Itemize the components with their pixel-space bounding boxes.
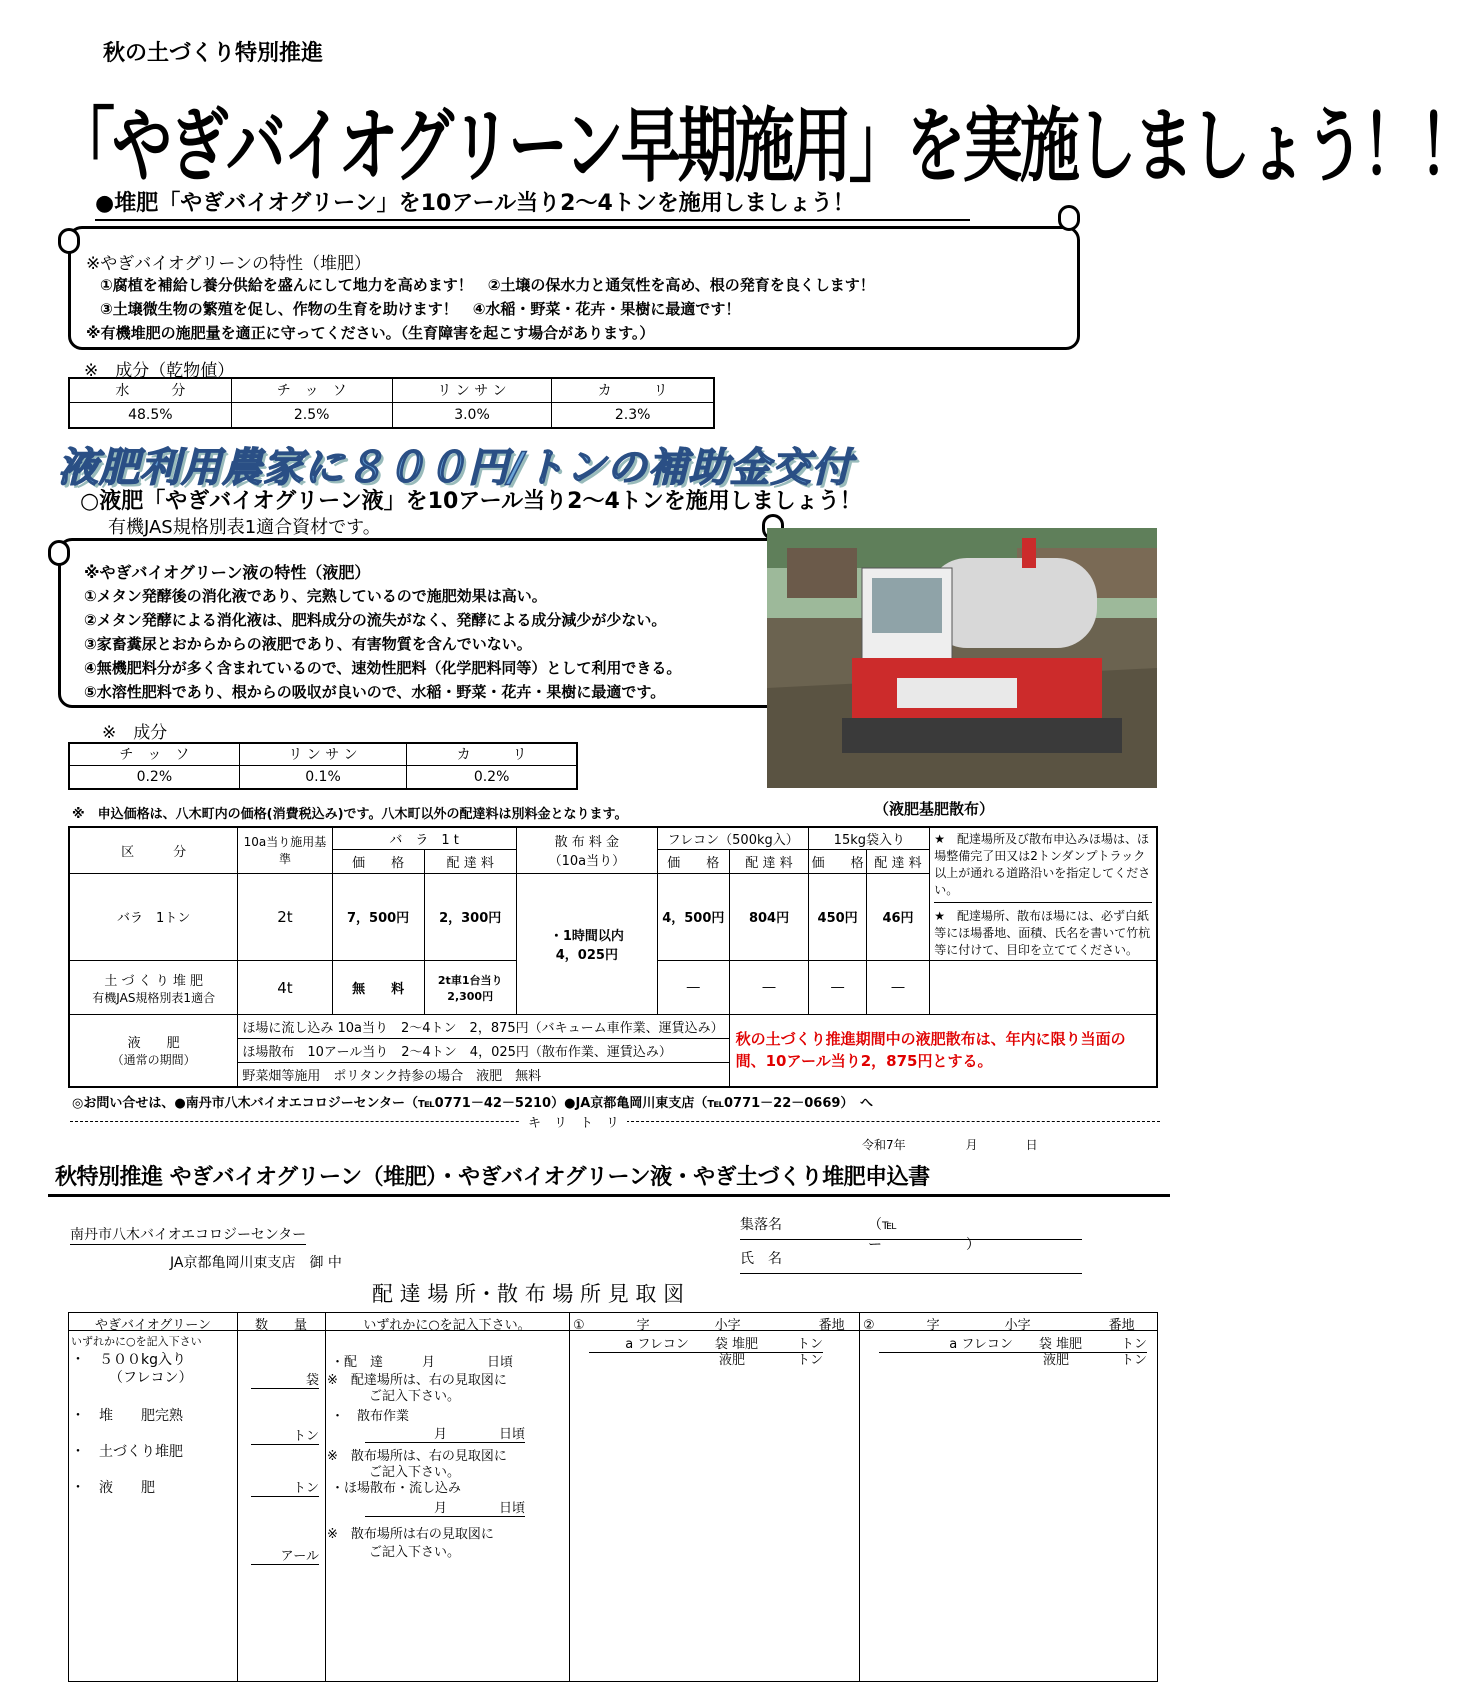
village-label: 集落名 <box>740 1217 782 1233</box>
value-nitrogen: 2.5% <box>231 402 392 428</box>
row-flecon-delivery: 804円 <box>729 873 809 961</box>
liquid-value-nitrogen: 0.2% <box>69 765 239 789</box>
price-table <box>68 826 1158 1088</box>
liquid-row-1: ほ場に流し込み 10a当り 2～4トン 2，875円（バキューム車作業、運賃込み） <box>238 1015 729 1039</box>
header-bulk-price: 価 格 <box>332 849 424 873</box>
liquid-spreading-photo <box>767 528 1157 788</box>
map1-header: ① 字 小字 番地 <box>573 1318 845 1333</box>
liquid-components-table <box>68 742 578 790</box>
header-phosphate: リ ン サ ン <box>392 378 552 402</box>
jas-note: 有機JAS規格別表1適合資材です。 <box>108 513 770 541</box>
header-flecon-price: 価 格 <box>657 849 729 873</box>
choose-note: いずれかに○を記入下さい <box>71 1335 202 1348</box>
liquid-features <box>84 584 681 704</box>
qty-liquid[interactable]: トン <box>251 1477 319 1497</box>
note-1: ★ 配達場所及び散布申込みほ場は、ほ場整備完了田又は2トンダンプトラック以上が通れる道路沿いを指定してください。 <box>934 832 1151 897</box>
liquid-header-potassium: カ リ <box>407 743 577 765</box>
liquid-row-3: 野菜畑等施用 ポリタンク持参の場合 液肥 無料 <box>238 1063 729 1087</box>
row-soil-bag-delivery: ― <box>866 961 929 1015</box>
header-standard: 10a当り施用基準 <box>238 827 332 873</box>
scroll-curl-left-2 <box>48 540 70 566</box>
compost-components-label: ※ 成分（乾物値） <box>84 361 235 381</box>
red-note: 秋の土づくり推進期間中の液肥散布は、年内に限り当面の間、10アール当り2，875円とする。 <box>729 1015 1157 1087</box>
choice-spread-date[interactable]: 月 日頃 <box>365 1423 525 1443</box>
row-soil-label-2: 有機JAS規格別表1適合 <box>92 990 216 1005</box>
contact-line: ◎お問い合せは、●南丹市八木バイオエコロジーセンター（℡0771－42－5210）●JA京都亀岡川東支店（℡0771－22－0669） へ <box>72 1096 873 1111</box>
cut-label: キ リ ト リ <box>520 1112 627 1131</box>
row-bulk-price: 7，500円 <box>332 873 424 961</box>
compost-components-table <box>68 377 715 429</box>
scroll-curl-right <box>1058 205 1080 231</box>
row-bag-price: 450円 <box>809 873 866 961</box>
row-soil-label-1: 土 づ く り 堆 肥 <box>104 973 204 989</box>
choice-field-date[interactable]: 月 日頃 <box>365 1497 525 1517</box>
row-soil-bag-price: ― <box>809 961 866 1015</box>
map-title: 配 達 場 所・散 布 場 所 見 取 図 <box>372 1282 685 1306</box>
note-2: ★ 配達場所、散布ほ場には、必ず白紙等にほ場番地、面積、氏名を書いて竹杭等に付けて、目印を立ててください。 <box>934 902 1152 958</box>
row-soil-flecon-delivery: ― <box>729 961 809 1015</box>
tel-field[interactable]: （℡ ー ） <box>868 1217 982 1253</box>
col-product: やぎバイオグリーン <box>94 1318 212 1333</box>
row-soil-delivery-1: 2t車1台当り <box>437 973 503 987</box>
row-soil-label <box>69 961 238 1015</box>
choice-spread-note: ※ 散布場所は、右の見取図に <box>327 1449 507 1464</box>
col-divider-1 <box>237 1313 238 1681</box>
liquid-heading: ※やぎバイオグリーン液の特性（液肥） <box>84 563 371 582</box>
map2-order-line[interactable]: a フレコン 袋 堆肥 トン <box>879 1333 1147 1353</box>
liquid-label-1: 液 肥 <box>127 1036 180 1052</box>
liquid-header-phosphate: リ ン サ ン <box>239 743 407 765</box>
spread-fee <box>516 873 657 1015</box>
liquid-feature-3: ③家畜糞尿とおからからの液肥であり、有害物質を含んでいない。 <box>84 635 532 653</box>
tractor-image <box>767 528 1157 788</box>
header-bag-delivery: 配 達 料 <box>866 849 929 873</box>
choice-field-note-2: ご記入下さい。 <box>369 1545 461 1560</box>
row-soil-delivery <box>424 961 516 1015</box>
addressee-ja: JA京都亀岡川東支店 御 中 <box>170 1255 342 1271</box>
header-flecon: フレコン（500kg入） <box>657 827 808 849</box>
header-spread-fee-label: 散 布 料 金 <box>554 835 620 851</box>
header-bag-price: 価 格 <box>809 849 866 873</box>
col-divider-2 <box>325 1313 326 1681</box>
map2-liquid-line[interactable]: 液肥 トン <box>1042 1353 1147 1368</box>
row-bulk-delivery: 2，300円 <box>424 873 516 961</box>
map2-header: ② 字 小字 番地 <box>863 1318 1135 1333</box>
liquid-label-2: （通常の期間） <box>111 1053 196 1068</box>
liquid-fertilizer-line: ○液肥「やぎバイオグリーン液」を10アール当り2～4トンを施用しましょう！ <box>80 489 862 514</box>
map1-drawing-area[interactable] <box>571 1369 857 1679</box>
choice-field[interactable]: ・ほ場散布・流し込み <box>331 1481 462 1496</box>
liquid-value-potassium: 0.2% <box>407 765 577 789</box>
row-bag-delivery: 46円 <box>866 873 929 961</box>
map1-liquid-line[interactable]: 液肥 トン <box>718 1353 823 1368</box>
compost-feature-2: ③土壌微生物の繁殖を促し、作物の生育を助けます！ ④水稲・野菜・花卉・果樹に最適です！ <box>100 300 741 318</box>
name-label: 氏 名 <box>740 1251 782 1267</box>
subsidy-banner: 液肥利用農家に８００円/トンの補助金交付 <box>58 445 853 491</box>
price-note: ※ 申込価格は、八木町内の価格(消費税込み)です。八木町以外の配達料は別料金となります。 <box>72 807 628 822</box>
choice-delivery-note-2: ご記入下さい。 <box>369 1389 461 1404</box>
page-title: 「やぎバイオグリーン早期施用」を実施しましょう！！ <box>55 99 1476 195</box>
scroll-curl-left <box>58 228 80 254</box>
form-date[interactable]: 令和7年 月 日 <box>862 1138 1038 1152</box>
map1-order-line[interactable]: a フレコン 袋 堆肥 トン <box>589 1333 823 1353</box>
header-bag: 15kg袋入り <box>809 827 930 849</box>
qty-bags[interactable]: 袋 <box>251 1369 319 1389</box>
liquid-label <box>69 1015 238 1087</box>
spread-fee-time: ・1時間以内 <box>549 928 624 944</box>
choice-field-note: ※ 散布場所は右の見取図に <box>327 1527 494 1542</box>
village-field[interactable] <box>740 1214 1082 1253</box>
header-spread-fee <box>516 827 657 873</box>
form-title-rule <box>48 1194 1170 1197</box>
choice-spread[interactable]: ・ 散布作業 <box>331 1409 410 1424</box>
col-divider-3 <box>569 1313 570 1681</box>
choice-spread-note-2: ご記入下さい。 <box>369 1465 461 1480</box>
value-water: 48.5% <box>69 402 231 428</box>
form-title: 秋特別推進 やぎバイオグリーン（堆肥）・やぎバイオグリーン液・やぎ土づくり堆肥申込書 <box>55 1165 930 1190</box>
product-liquid: ・ 液 肥 <box>71 1480 155 1496</box>
header-category: 区 分 <box>69 827 238 873</box>
col-quantity: 数 量 <box>254 1318 307 1333</box>
map2-drawing-area[interactable] <box>861 1369 1155 1679</box>
header-water: 水 分 <box>69 378 231 402</box>
row-soil-flecon-price: ― <box>657 961 729 1015</box>
liquid-row-2: ほ場散布 10アール当り 2～4トン 4，025円（散布作業、運賃込み） <box>238 1039 729 1063</box>
row-flecon-price: 4，500円 <box>657 873 729 961</box>
header-bulk: バ ラ 1 t <box>332 827 516 849</box>
compost-note: ※有機堆肥の施肥量を適正に守ってください。（生育障害を起こす場合があります。） <box>86 324 655 342</box>
liquid-feature-1: ①メタン発酵後の消化液であり、完熟しているので施肥効果は高い。 <box>84 587 547 605</box>
liquid-feature-2: ②メタン発酵による消化液は、肥料成分の流失がなく、発酵による成分減少が少ない。 <box>84 611 667 629</box>
liquid-header-nitrogen: チ ッ ソ <box>69 743 239 765</box>
notes-cell <box>930 827 1157 961</box>
choice-delivery-note: ※ 配達場所は、右の見取図に <box>327 1373 507 1388</box>
compost-heading: ※やぎバイオグリーンの特性（堆肥） <box>86 254 372 274</box>
liquid-value-phosphate: 0.1% <box>239 765 407 789</box>
header-flecon-delivery: 配 達 料 <box>729 849 809 873</box>
liquid-components-label: ※ 成分 <box>102 723 168 743</box>
product-compost: ・ 堆 肥完熟 <box>71 1408 183 1424</box>
application-form-table <box>68 1312 1158 1682</box>
product-flecon: ・ ５００kg入り <box>71 1352 186 1368</box>
header-potassium: カ リ <box>552 378 714 402</box>
compost-line: ●堆肥「やぎバイオグリーン」を10アール当り2～4トンを施用しましょう！ <box>95 186 970 221</box>
spread-fee-amount: 4，025円 <box>555 947 618 963</box>
header-nitrogen: チ ッ ソ <box>231 378 392 402</box>
qty-compost[interactable]: トン <box>251 1425 319 1445</box>
row-soil-standard: 4t <box>238 961 332 1015</box>
product-flecon-sub: （フレコン） <box>109 1370 193 1386</box>
compost-feature-1: ①腐植を補給し養分供給を盛んにして地力を高めます！ ②土壌の保水力と通気性を高め、根の発育を良くします！ <box>100 276 875 294</box>
header-bulk-delivery: 配 達 料 <box>424 849 516 873</box>
row-bulk-standard: 2t <box>238 873 332 961</box>
subtitle: 秋の土づくり特別推進 <box>103 41 324 66</box>
col-divider-4 <box>859 1313 860 1681</box>
value-potassium: 2.3% <box>552 402 714 428</box>
value-phosphate: 3.0% <box>392 402 552 428</box>
choice-delivery[interactable]: ・配 達 月 日頃 <box>331 1355 514 1370</box>
header-spread-fee-sub: （10a当り） <box>548 854 626 870</box>
qty-area[interactable]: アール <box>251 1545 319 1565</box>
liquid-feature-4: ④無機肥料分が多く含まれているので、速効性肥料（化学肥料同等）として利用できる。 <box>84 659 682 677</box>
row-soil-price: 無 料 <box>332 961 424 1015</box>
liquid-feature-5: ⑤水溶性肥料であり、根からの吸収が良いので、水稲・野菜・花卉・果樹に最適です。 <box>84 683 666 701</box>
row-soil-delivery-2: 2,300円 <box>447 989 494 1003</box>
row-bulk-label: バラ 1トン <box>69 873 238 961</box>
col-choose: いずれかに○を記入下さい。 <box>363 1318 531 1333</box>
addressee-center: 南丹市八木バイオエコロジーセンター <box>70 1224 306 1245</box>
photo-caption: （液肥基肥散布） <box>874 800 995 818</box>
product-soil-compost: ・ 土づくり堆肥 <box>71 1444 183 1460</box>
name-field[interactable] <box>740 1248 1082 1274</box>
